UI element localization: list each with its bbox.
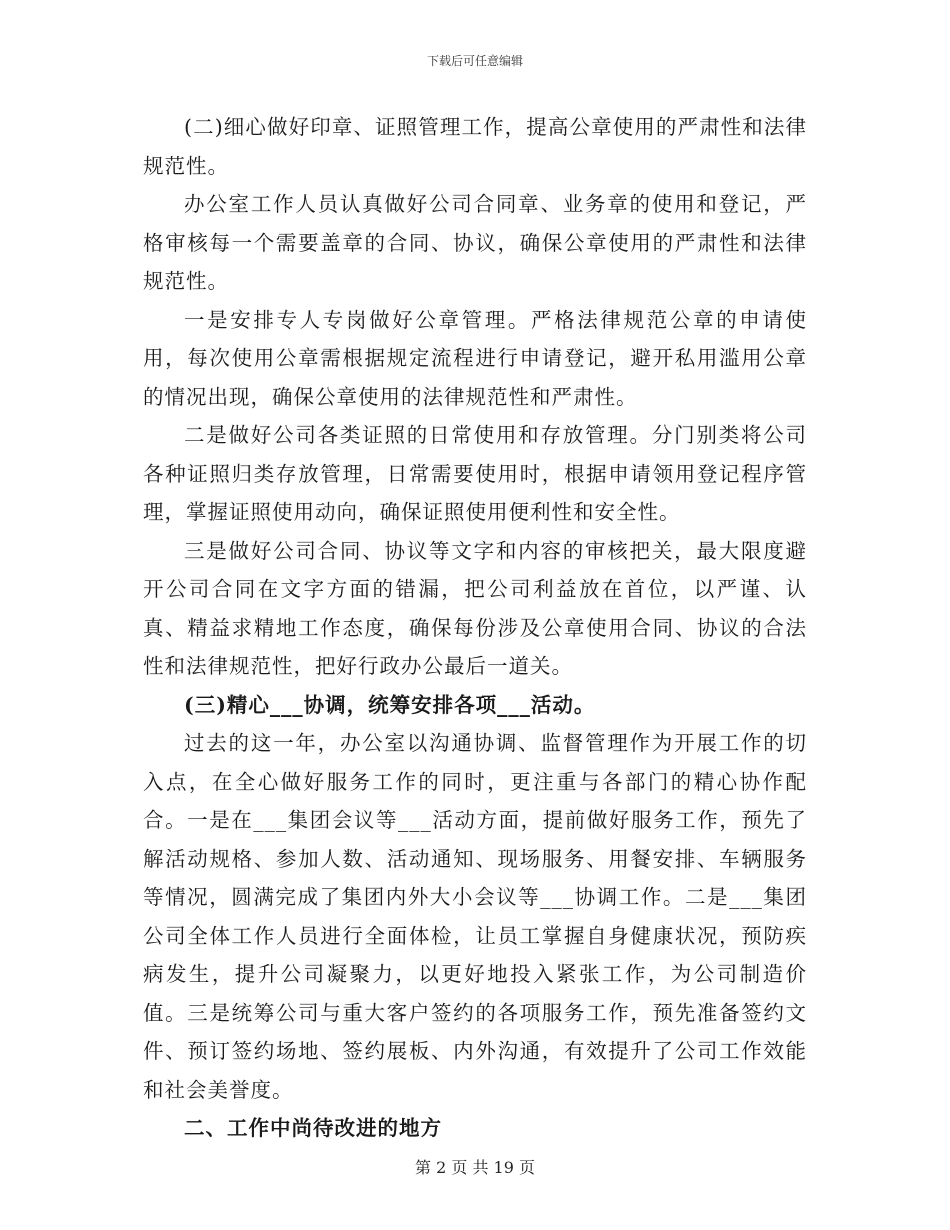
- document-body: [143, 108, 807, 1148]
- paragraph-office-seal-usage: 办公室工作人员认真做好公司合同章、业务章的使用和登记，严格审核每一个需要盖章的合同、协议，确保公章使用的严肃性和法律规范性。: [143, 192, 807, 293]
- paragraph-section-3-heading: (三)精心___协调，统筹安排各项___活动。: [184, 692, 596, 717]
- paragraph-dedicated-seal-management: 一是安排专人专岗做好公章管理。严格法律规范公章的申请使用，每次使用公章需根据规定流程进行申请登记，避开私用滥用公章的情况出现，确保公章使用的法律规范性和严肃性。: [143, 307, 807, 409]
- paragraph-license-management: 二是做好公司各类证照的日常使用和存放管理。分门别类将公司各种证照归类存放管理，日常需要使用时，根据申请领用登记程序管理，掌握证照使用动向，确保证照使用便利性和安全性。: [143, 423, 807, 524]
- paragraph-improvement-heading: 二、工作中尚待改进的地方: [184, 1116, 442, 1140]
- page-header-note: 下载后可任意编辑: [426, 54, 523, 68]
- page-number: 第 2 页 共 19 页: [415, 1158, 535, 1177]
- paragraph-section-2-heading: (二)细心做好印章、证照管理工作，提高公章使用的严肃性和法律规范性。: [143, 115, 807, 178]
- paragraph-contract-review: 三是做好公司合同、协议等文字和内容的审核把关，最大限度避开公司合同在文字方面的错漏，把公司利益放在首位，以严谨、认真、精益求精地工作态度，确保每份涉及公章使用合同、协议的合法性和法律规范性，把好行政办公最后一道关。: [143, 538, 807, 678]
- paragraph-coordination-summary: 过去的这一年，办公室以沟通协调、监督管理作为开展工作的切入点，在全心做好服务工作的同时，更注重与各部门的精心协作配合。一是在___集团会议等___活动方面，提前做好服务工作，预先了解活动规格、参加人数、活动通知、现场服务、用餐安排、车辆服务等情况，圆满完成了集团内外大小会议等___协调工作。二是___集团公司全体工作人员进行全面体检，让员工掌握自身健康状况，预防疾病发生，提升公司凝聚力，以更好地投入紧张工作，为公司制造价值。三是统筹公司与重大客户签约的各项服务工作，预先准备签约文件、预订签约场地、签约展板、内外沟通，有效提升了公司工作效能和社会美誉度。: [143, 731, 807, 1102]
